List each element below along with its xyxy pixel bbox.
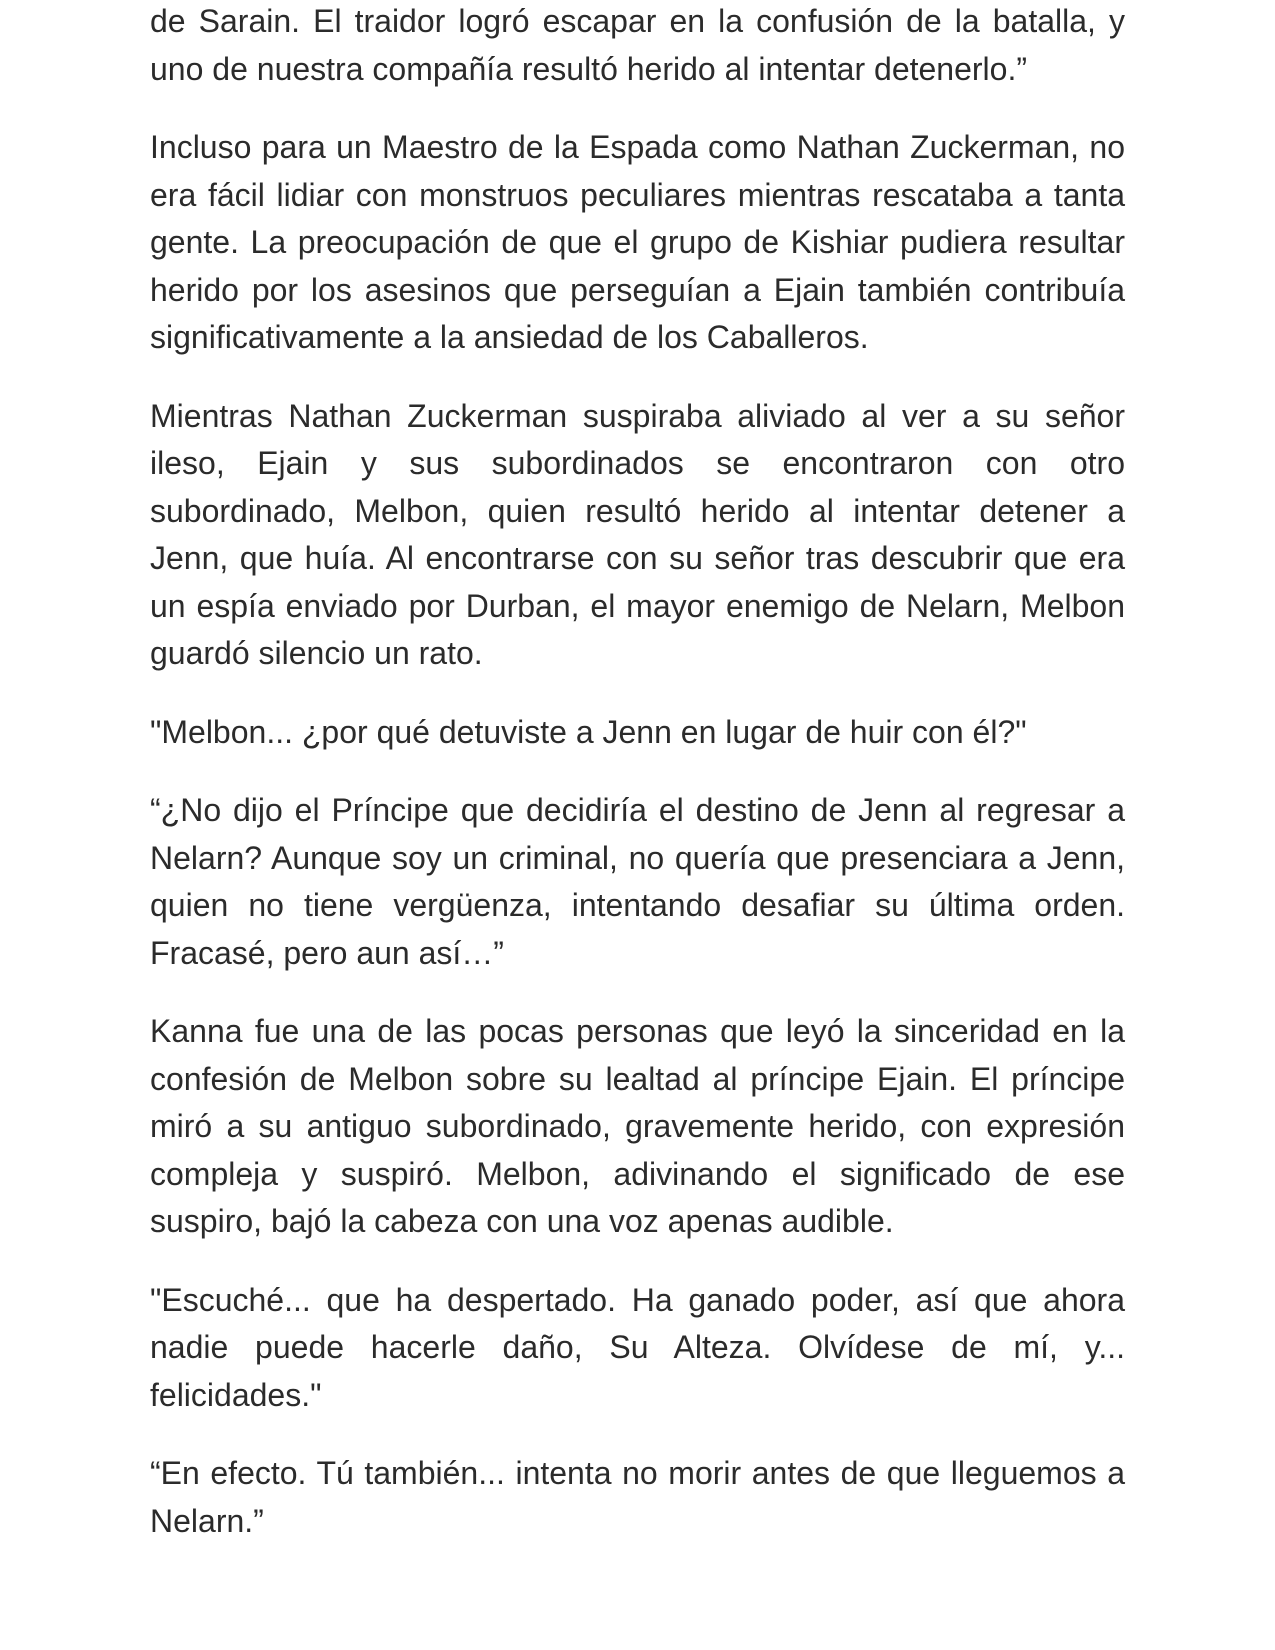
paragraph-6: Kanna fue una de las pocas personas que leyó la sinceridad en la confesión de Melbon sobre su lealtad al príncipe Ejain. El príncipe miró a su antiguo subordinado, gravemente herido, con expresión compleja y suspiró. Melbon, adivinando el significado de ese suspiro, bajó la cabeza con una voz apenas audible. <box>150 1013 1125 1239</box>
paragraph-5: “¿No dijo el Príncipe que decidiría el destino de Jenn al regresar a Nelarn? Aunque soy un criminal, no quería que presenciara a Jenn, quien no tiene vergüenza, intentando desafiar su última orden. Fracasé, pero aun así…” <box>150 792 1125 971</box>
paragraph-2: Incluso para un Maestro de la Espada como Nathan Zuckerman, no era fácil lidiar con monstruos peculiares mientras rescataba a tanta gente. La preocupación de que el grupo de Kishiar pudiera resultar herido por los asesinos que perseguían a Ejain también contribuía significativamente a la ansiedad de los Caballeros. <box>150 129 1125 355</box>
paragraph-8: “En efecto. Tú también... intenta no morir antes de que lleguemos a Nelarn.” <box>150 1455 1125 1539</box>
paragraph-3: Mientras Nathan Zuckerman suspiraba aliviado al ver a su señor ileso, Ejain y sus subordinados se encontraron con otro subordinado, Melbon, quien resultó herido al intentar detener a Jenn, que huía. Al encontrarse con su señor tras descubrir que era un espía enviado por Durban, el mayor enemigo de Nelarn, Melbon guardó silencio un rato. <box>150 397 1125 671</box>
document-page <box>150 0 1125 1576</box>
paragraph-4: "Melbon... ¿por qué detuviste a Jenn en lugar de huir con él?" <box>150 713 1027 750</box>
paragraph-7: "Escuché... que ha despertado. Ha ganado poder, así que ahora nadie puede hacerle daño, Su Alteza. Olvídese de mí, y... felicidades." <box>150 1281 1125 1413</box>
paragraph-1: de Sarain. El traidor logró escapar en la confusión de la batalla, y uno de nuestra compañía resultó herido al intentar detenerlo.” <box>150 3 1125 87</box>
